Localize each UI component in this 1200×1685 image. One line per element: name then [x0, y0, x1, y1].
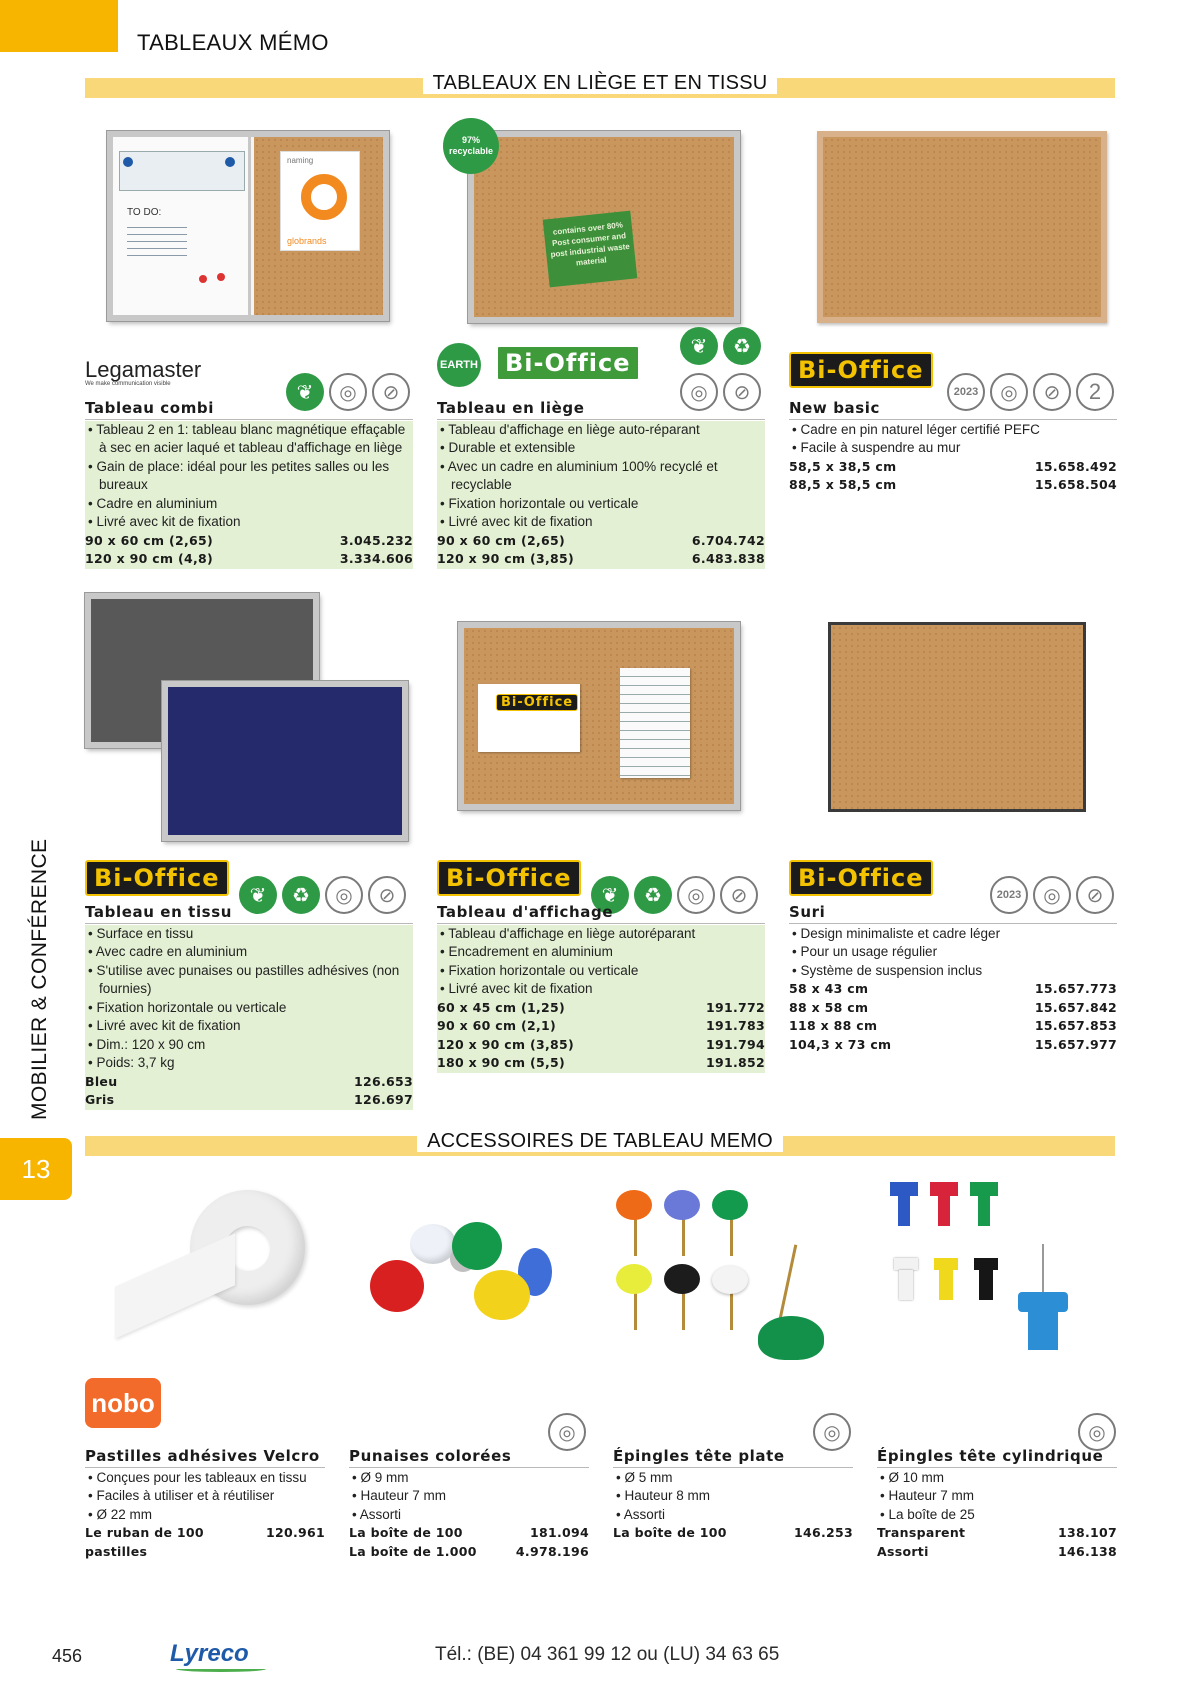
no-packaging-icon: ⊘	[372, 373, 410, 411]
leaf-icon: ❦	[239, 876, 277, 914]
color-row: Bleu 126.653	[85, 1073, 413, 1089]
leaf-icon: ❦	[591, 876, 629, 914]
globe-icon: ◎	[1078, 1413, 1116, 1451]
feature: • Avec cadre en aluminium	[88, 944, 248, 959]
feature: • Tableau d'affichage en liège auto-réparant	[440, 421, 700, 437]
feature: • Gain de place: idéal pour les petites salles ou les bureaux	[88, 458, 390, 492]
feature: • Ø 9 mm	[352, 1469, 409, 1485]
feature: • Ø 10 mm	[880, 1469, 944, 1485]
product-name: Tableau en tissu	[85, 903, 413, 924]
globe-icon: ◎	[329, 373, 367, 411]
no-packaging-icon: ⊘	[1033, 373, 1071, 411]
globe-icon: ◎	[680, 373, 718, 411]
size-row: 90 x 60 cm (2,1) 191.783	[437, 1018, 765, 1033]
feature: • Faciles à utiliser et à réutiliser	[88, 1488, 275, 1503]
product-name: Suri	[789, 903, 1117, 924]
section-band-boards	[85, 72, 1115, 98]
size-row: 88 x 58 cm 15.657.842	[789, 999, 1117, 1015]
nobo-logo: nobo	[85, 1378, 161, 1428]
product-name: Tableau en liège	[437, 399, 765, 420]
size-row: 120 x 90 cm (3,85) 191.794	[437, 1036, 765, 1052]
feature: • Facile à suspendre au mur	[792, 440, 961, 455]
size-row: 90 x 60 cm (2,65) 6.704.742	[437, 532, 765, 548]
pack-row: La boîte de 100 146.253	[613, 1525, 853, 1540]
section-band-accessories	[85, 1130, 1115, 1156]
earth-badge: EARTH	[437, 343, 481, 387]
feature: • Conçues pour les tableaux en tissu	[88, 1469, 307, 1485]
feature: • Dim.: 120 x 90 cm	[88, 1036, 206, 1052]
no-packaging-icon: ⊘	[723, 373, 761, 411]
feature: • Durable et extensible	[440, 440, 576, 455]
no-packaging-icon: ⊘	[368, 876, 406, 914]
size-row: 58,5 x 38,5 cm 15.658.492	[789, 458, 1117, 474]
size-row: 88,5 x 58,5 cm 15.658.504	[789, 477, 1117, 492]
feature: • Pour un usage régulier	[792, 944, 938, 959]
accessory-punaises	[349, 1447, 589, 1561]
accessory-epingles-cylindrique	[877, 1447, 1117, 1561]
feature: • Ø 22 mm	[88, 1506, 152, 1522]
product-suri	[789, 903, 1117, 1054]
product-tableau-combi	[85, 399, 413, 569]
globe-icon: ◎	[325, 876, 363, 914]
pack-row: Assorti 146.138	[877, 1543, 1117, 1559]
globe-icon: ◎	[813, 1413, 851, 1451]
product-name: Épingles tête plate	[613, 1447, 853, 1468]
recycle-hand-icon: ♻	[634, 876, 672, 914]
blue-fabric-board-image	[162, 681, 408, 841]
combi-board-image: TO DO: naming globrands	[107, 131, 389, 321]
feature: • Fixation horizontale ou verticale	[88, 999, 287, 1015]
feature: • Livré avec kit de fixation	[88, 1018, 241, 1033]
section-title: TABLEAUX EN LIÈGE ET EN TISSU	[423, 72, 778, 94]
feature: • Ø 5 mm	[616, 1469, 673, 1485]
flat-pins-image	[612, 1190, 827, 1370]
product-name: New basic	[789, 399, 1117, 420]
notice-board-image: Bi-Office	[458, 622, 740, 810]
new-basic-board-image	[817, 131, 1107, 323]
feature: • Fixation horizontale ou verticale	[440, 962, 639, 978]
year-2023-icon: 2023	[990, 876, 1028, 914]
feature: • Hauteur 7 mm	[352, 1488, 447, 1503]
feature: • Poids: 3,7 kg	[88, 1055, 175, 1070]
accessory-epingles-plate	[613, 1447, 853, 1543]
lyreco-logo: Lyreco	[170, 1640, 249, 1668]
product-name: Punaises colorées	[349, 1447, 589, 1468]
legamaster-logo: Legamaster We make communication visible	[85, 357, 202, 387]
chapter-number: 13	[0, 1138, 72, 1200]
contact-phone: Tél.: (BE) 04 361 99 12 ou (LU) 34 63 65	[435, 1644, 780, 1665]
feature: • Fixation horizontale ou verticale	[440, 495, 639, 511]
bi-office-logo: Bi-Office	[789, 860, 933, 896]
color-row: Gris 126.697	[85, 1092, 413, 1107]
size-row: 60 x 45 cm (1,25) 191.772	[437, 999, 765, 1015]
size-row: 180 x 90 cm (5,5) 191.852	[437, 1055, 765, 1070]
chapter-label: MOBILIER & CONFÉRENCE	[28, 838, 51, 1120]
feature: • Hauteur 8 mm	[616, 1488, 711, 1503]
feature: • La boîte de 25	[880, 1506, 975, 1522]
size-row: 118 x 88 cm 15.657.853	[789, 1018, 1117, 1033]
feature: • Assorti	[352, 1506, 401, 1522]
no-packaging-icon: ⊘	[1076, 876, 1114, 914]
globe-icon: ◎	[1033, 876, 1071, 914]
feature: • Livré avec kit de fixation	[88, 514, 241, 529]
leaf-icon: ❦	[286, 373, 324, 411]
feature: • Avec un cadre en aluminium 100% recyclé et recyclable	[440, 458, 718, 492]
recyclable-badge: 97% recyclable	[443, 118, 499, 174]
product-name: Tableau combi	[85, 399, 413, 420]
accessory-velcro	[85, 1447, 325, 1561]
product-name: Tableau d'affichage	[437, 903, 765, 924]
page-number: 456	[52, 1646, 83, 1666]
feature: • Cadre en aluminium	[88, 495, 218, 511]
bi-office-logo: Bi-Office	[496, 345, 640, 381]
size-row: 58 x 43 cm 15.657.773	[789, 981, 1117, 996]
feature: • Design minimaliste et cadre léger	[792, 925, 1001, 941]
feature: • Tableau 2 en 1: tableau blanc magnétique effaçable à sec en acier laqué et tableau d'affichage en liège	[88, 421, 406, 455]
year-2023-icon: 2023	[947, 373, 985, 411]
feature: • Assorti	[616, 1506, 665, 1522]
feature: • Hauteur 7 mm	[880, 1488, 975, 1503]
pack-row: Le ruban de 100 pastilles 120.961	[85, 1525, 325, 1559]
feature: • Livré avec kit de fixation	[440, 514, 593, 529]
product-tableau-affichage	[437, 903, 765, 1073]
product-tableau-en-liege	[437, 399, 765, 569]
feature: • Système de suspension inclus	[792, 962, 983, 978]
velcro-tape-image	[115, 1190, 315, 1340]
cork-board-image: contains over 80% Post consumer and post industrial waste material	[468, 131, 740, 323]
suri-board-image	[828, 622, 1086, 812]
globe-icon: ◎	[990, 373, 1028, 411]
product-tableau-en-tissu	[85, 903, 413, 1110]
bi-office-logo: Bi-Office	[85, 860, 229, 896]
page-title: TABLEAUX MÉMO	[137, 30, 329, 55]
pack-row: La boîte de 1.000 4.978.196	[349, 1543, 589, 1559]
product-new-basic	[789, 399, 1117, 495]
product-name: Épingles tête cylindrique	[877, 1447, 1117, 1468]
pack-row: La boîte de 100 181.094	[349, 1525, 589, 1540]
pack-row: Transparent 138.107	[877, 1525, 1117, 1540]
bi-office-logo: Bi-Office	[437, 860, 581, 896]
bi-office-logo: Bi-Office	[789, 352, 933, 388]
feature: • S'utilise avec punaises ou pastilles adhésives (non fournies)	[88, 962, 400, 996]
feature: • Livré avec kit de fixation	[440, 981, 593, 996]
product-name: Pastilles adhésives Velcro	[85, 1447, 325, 1468]
globe-icon: ◎	[677, 876, 715, 914]
size-row: 90 x 60 cm (2,65) 3.045.232	[85, 532, 413, 548]
leaf-icon: ❦	[680, 327, 718, 365]
feature: • Cadre en pin naturel léger certifié PEFC	[792, 421, 1040, 437]
feature: • Surface en tissu	[88, 925, 194, 941]
push-pins-image	[370, 1222, 585, 1342]
size-row: 120 x 90 cm (4,8) 3.334.606	[85, 551, 413, 566]
cylinder-pins-image	[882, 1182, 1092, 1352]
recycle-hand-icon: ♻	[282, 876, 320, 914]
feature: • Tableau d'affichage en liège autoréparant	[440, 925, 696, 941]
corner-tab	[0, 0, 118, 52]
recycle-hand-icon: ♻	[723, 327, 761, 365]
no-packaging-icon: ⊘	[720, 876, 758, 914]
warranty-2-icon: 2	[1076, 373, 1114, 411]
feature: • Encadrement en aluminium	[440, 944, 613, 959]
globe-icon: ◎	[548, 1413, 586, 1451]
section-title: ACCESSOIRES DE TABLEAU MEMO	[417, 1130, 783, 1152]
size-row: 104,3 x 73 cm 15.657.977	[789, 1036, 1117, 1052]
size-row: 120 x 90 cm (3,85) 6.483.838	[437, 551, 765, 566]
